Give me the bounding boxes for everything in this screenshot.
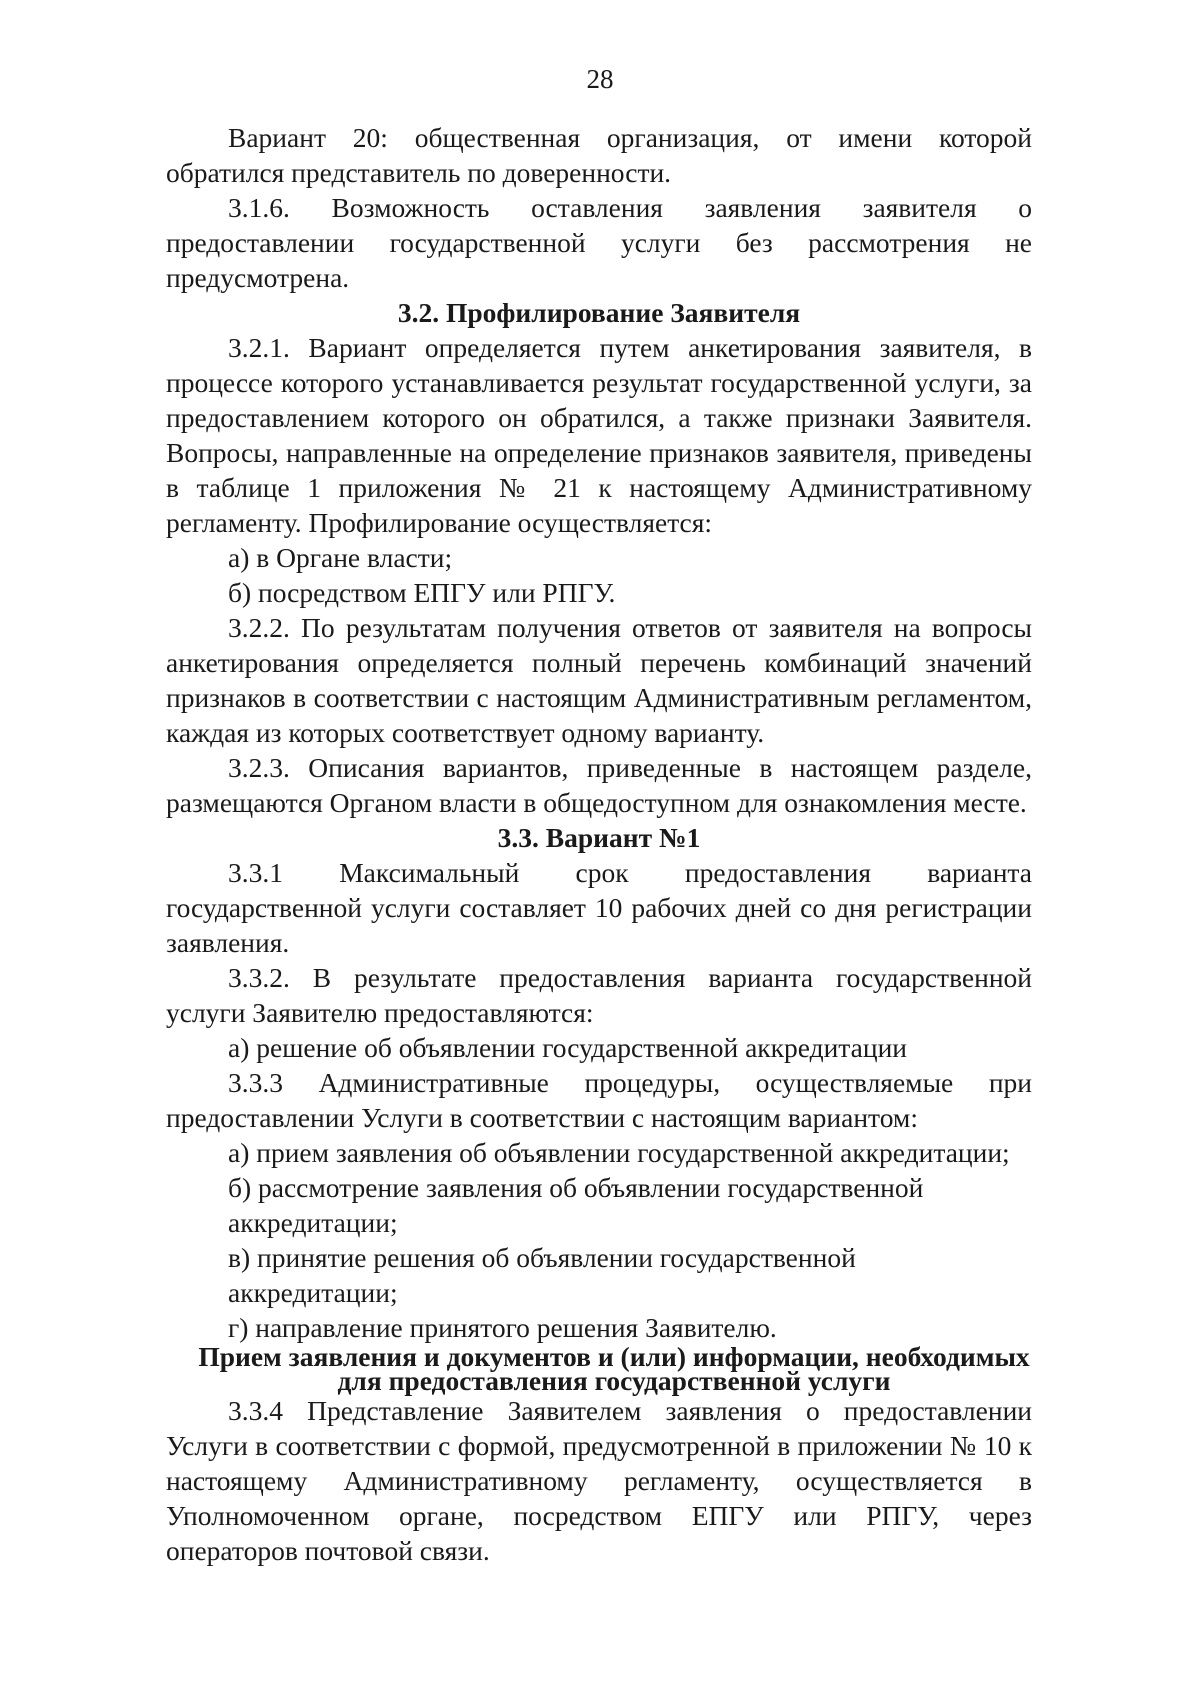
list-item-b-procedure: б) рассмотрение заявления об объявлении государственной аккредитации; [228, 1172, 924, 1238]
paragraph-variant-20: Вариант 20: общественная организация, от имени которой обратился представитель по доверенности. [166, 122, 1032, 188]
list-item-v-procedure: в) принятие решения об объявлении государственной аккредитации; [228, 1242, 856, 1308]
paragraph-3-3-1: 3.3.1 Максимальный срок предоставления варианта государственной услуги составляет 10 рабочих дней со дня регистрации заявления. [166, 857, 1032, 958]
paragraph-3-1-6: 3.1.6. Возможность оставления заявления заявителя о предоставлении государственной услуги без рассмотрения не предусмотрена. [166, 192, 1032, 293]
paragraph-3-2-3: 3.2.3. Описания вариантов, приведенные в настоящем разделе, размещаются Органом власти в общедоступном для ознакомления месте. [166, 752, 1032, 818]
paragraph-3-2-2: 3.2.2. По результатам получения ответов от заявителя на вопросы анкетирования определяется полный перечень комбинаций значений признаков в соответствии с настоящим Административным регламентом, каждая из которых соответствует одному варианту. [166, 612, 1032, 748]
subsection-heading-line-2: для предоставления государственной услуги [337, 1365, 891, 1396]
list-item-a: а) в Органе власти; [228, 542, 453, 573]
list-item-b: б) посредством ЕПГУ или РПГУ. [228, 577, 616, 608]
heading-3-2: 3.2. Профилирование Заявителя [397, 297, 801, 328]
heading-3-3: 3.3. Вариант №1 [497, 822, 701, 853]
subsection-heading-line-1: Прием заявления и документов и (или) информации, необходимых [198, 1341, 1030, 1372]
paragraph-3-3-3: 3.3.3 Административные процедуры, осуществляемые при предоставлении Услуги в соответствии с настоящим вариантом: [166, 1067, 1032, 1133]
list-item-g-procedure: г) направление принятого решения Заявителю. [228, 1312, 777, 1343]
paragraph-3-2-1: 3.2.1. Вариант определяется путем анкетирования заявителя, в процессе которого устанавливается результат государственной услуги, за предоставлением которого он обратился, а также признаки Заявителя. Вопросы, направленные на определение признаков заявителя, приведены в таблице 1 приложения № 21 к настоящему Административному регламенту. Профилирование осуществляется: [166, 332, 1032, 538]
paragraph-3-3-4: 3.3.4 Представление Заявителем заявления о предоставлении Услуги в соответствии с формой, предусмотренной в приложении № 10 к настоящему Административному регламенту, осуществляется в Уполномоченном органе, посредством ЕПГУ или РПГУ, через операторов почтовой связи. [166, 1395, 1032, 1566]
paragraph-3-3-2: 3.3.2. В результате предоставления варианта государственной услуги Заявителю предоставляются: [166, 962, 1032, 1028]
page-number: 28 [586, 64, 614, 94]
list-item-a-procedure: а) прием заявления об объявлении государственной аккредитации; [228, 1137, 1010, 1168]
list-item-a-result: а) решение об объявлении государственной аккредитации [228, 1032, 908, 1063]
document-body [166, 120, 1032, 1568]
